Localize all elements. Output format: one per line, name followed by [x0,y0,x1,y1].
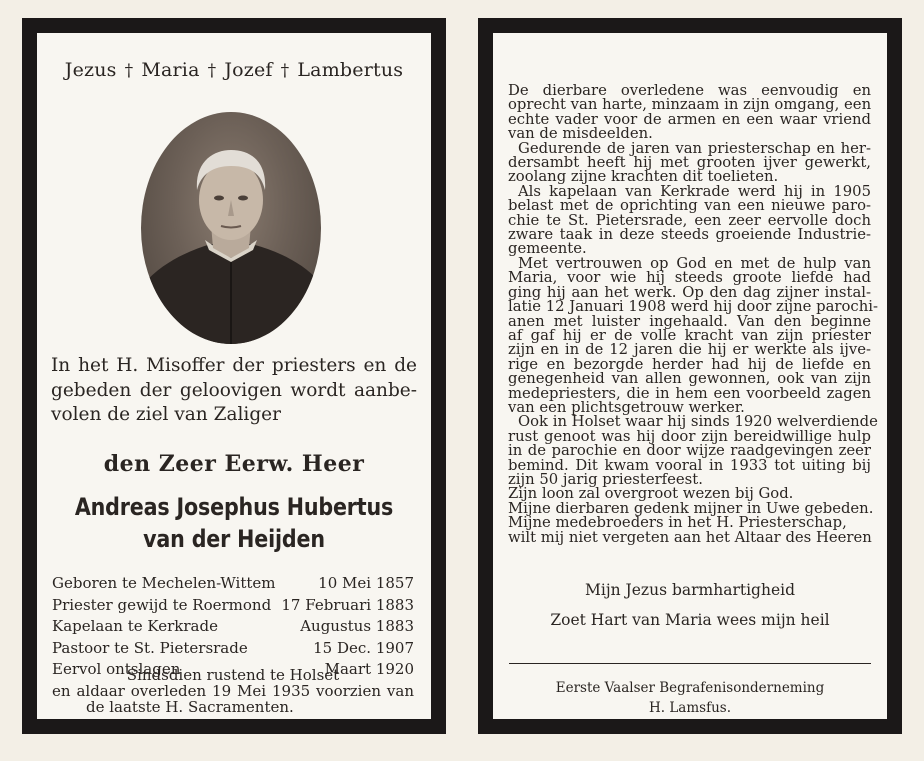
name-line: van der Heijden [143,525,325,553]
death-notice [52,667,414,715]
left-card [22,18,446,734]
memorial-text-line: van een plichtsgetrouw werker. [508,398,745,416]
priest-portrait-photo [141,112,321,344]
divider [509,663,871,664]
memorial-text-line: bemind. Dit kwam vooral in 1933 tot uiting bij [508,456,871,474]
holy-name: Jezus [64,59,117,81]
memorial-text-line: zoolang zijne krachten dit toelieten. [508,168,779,186]
fact-label: Priester gewijd te Roermond [52,595,272,614]
life-facts-list [52,573,414,684]
fact-label: Eervol ontslagen [52,660,181,678]
prayer-line: Zoet Hart van Maria wees mijn heil [550,611,830,629]
fact-date: Augustus 1883 [300,617,414,635]
intro-line: In het H. Misoffer der priesters en de [51,355,417,376]
cross-icon: † [280,61,290,81]
memorial-text-line: ging hij aan het werk. Op den dag zijner instal- [508,283,871,301]
right-card-panel [493,33,887,719]
death-notice-line: de laatste H. Sacramenten. [86,698,294,716]
memorial-text-line: Als kapelaan van Kerkrade werd hij in 1905 [518,182,871,200]
memorial-text-line: Mijne dierbaren gedenk mijner in Uwe gebeden. [508,499,874,517]
memorial-text-line: oprecht van harte, minzaam in zijn omgang, een [508,96,872,114]
fact-label: Pastoor te St. Pietersrade [52,638,248,657]
memorial-text-line: genegenheid van allen gewonnen, ook van zijn [508,370,871,388]
memorial-text-line: anen met luister ingehaald. Van den beginne [508,312,871,330]
death-notice-line: Sindsdien rustend te Holset [126,666,340,684]
cross-icon: † [124,61,134,81]
memorial-text-line: gemeente. [508,240,587,258]
intro-line: volen de ziel van Zaliger [51,404,281,425]
memorial-text-line: van de misdeelden. [508,125,653,143]
memorial-text-line: wilt mij niet vergeten aan het Altaar des Heeren [508,528,872,546]
honorific-title: den Zeer Eerw. Heer [103,451,365,477]
holy-name: Maria [141,59,200,81]
intro-line: gebeden der geloovigen wordt aanbe- [51,379,417,401]
fact-row [52,616,414,638]
name-line: Andreas Josephus Hubertus [74,493,394,521]
intro-paragraph [51,354,417,428]
memorial-text-line: medepriesters, die in hem een voorbeeld zagen [508,384,871,402]
memorial-text-line: Ook in Holset waar hij sinds 1920 welverdiende [518,413,878,431]
memorial-text-line: zijn en in de 12 jaren die hij er werkte als ijve- [508,341,871,359]
memorial-text [508,82,878,546]
left-card-panel [37,33,431,719]
memorial-text-line: Met vertrouwen op God en met de hulp van [518,254,871,272]
holy-name: Jozef [224,59,273,81]
memorial-text-line: belast met de oprichting van een nieuwe paro- [508,197,871,215]
memorial-text-line: rust genoot was hij door zijn bereidwillige hulp [508,427,871,445]
fact-date: 15 Dec. 1907 [313,638,414,657]
memorial-text-line: echte vader voor de armen en een waar vriend [508,110,871,128]
memorial-text-line: De dierbare overledene was eenvoudig en [508,82,871,99]
undertaker-name: H. Lamsfus. [648,700,731,716]
memorial-text-line: dersambt heeft hij met grooten ijver gewerkt, [508,154,871,172]
prayer-line: Mijn Jezus barmhartigheid [584,581,795,599]
undertaker-company: Eerste Vaalser Begrafenisonderneming [555,680,825,696]
memorial-text-line: zijn 50 jarig priesterfeest. [508,470,703,488]
fact-row [52,638,414,660]
memorial-text-line: Mijne medebroeders in het H. Priesterschap, [508,514,847,532]
memorial-text-line: zware taak in deze steeds groeiende Industrie- [508,226,871,244]
memorial-text-line: Maria, voor wie hij steeds groote liefde had [508,269,871,287]
fact-date: 10 Mei 1857 [318,574,414,592]
holy-name: Lambertus [297,59,404,81]
cross-icon: † [207,61,217,81]
memorial-text-line: in de parochie en door wijze raadgevingen zeer [508,442,871,460]
fact-label: Kapelaan te Kerkrade [52,617,218,635]
fact-label: Geboren te Mechelen-Wittem [52,574,276,592]
memorial-text-line: Gedurende de jaren van priesterschap en her- [518,139,871,157]
memorial-text-line: Zijn loon zal overgroot wezen bij God. [508,485,794,503]
fact-date: 17 Februari 1883 [281,595,414,614]
holy-names-header [37,59,431,81]
memorial-text-line: rige en bezorgde herder had hij de liefde en [508,355,871,373]
memorial-text-line: latie 12 Januari 1908 werd hij door zijne parochi- [508,298,878,316]
fact-row [52,573,414,595]
memorial-text-line: chie te St. Pietersrade, een zeer eervolle doch [508,211,871,229]
death-notice-line: en aldaar overleden 19 Mei 1935 voorzien van [52,682,414,700]
fact-date: Maart 1920 [324,660,414,678]
fact-row [52,595,414,617]
undertaker-credit [493,678,887,718]
deceased-name [65,491,404,555]
right-card [478,18,902,734]
memorial-text-line: af gaf hij er de volle kracht van zijn priester [508,326,871,344]
